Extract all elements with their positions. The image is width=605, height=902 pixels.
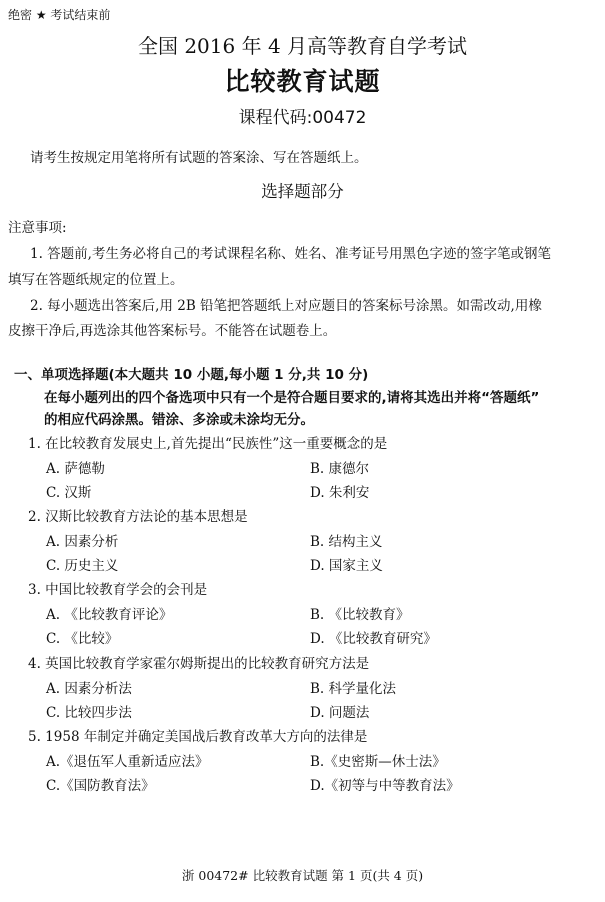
- course-code: 课程代码:00472: [238, 108, 367, 128]
- option-c: C. 比较四步法: [46, 705, 132, 721]
- question-stem: 2. 汉斯比较教育方法论的基本思想是: [28, 509, 248, 525]
- option-a: A. 因素分析: [46, 534, 119, 550]
- question-stem: 4. 英国比较教育学家霍尔姆斯提出的比较教育研究方法是: [28, 656, 370, 672]
- section-heading: 选择题部分: [261, 182, 344, 201]
- option-d: D. 问题法: [310, 705, 370, 721]
- option-a: A. 因素分析法: [46, 681, 132, 697]
- instruction-text: 请考生按规定用笔将所有试题的答案涂、写在答题纸上。: [30, 150, 368, 166]
- part-desc-line-1: 在每小题列出的四个备选项中只有一个是符合题目要求的,请将其选出并将“答题纸”: [44, 390, 540, 406]
- question-stem: 3. 中国比较教育学会的会刊是: [28, 582, 208, 598]
- note-item-2-line-1: 2. 每小题选出答案后,用 2B 铅笔把答题纸上对应题目的答案标号涂黑。如需改动,用橡: [30, 298, 542, 314]
- option-b: B. 结构主义: [310, 534, 383, 550]
- notes-title: 注意事项:: [8, 220, 67, 236]
- option-b: B.《史密斯—休士法》: [310, 754, 446, 770]
- note-item-1-line-1: 1. 答题前,考生务必将自己的考试课程名称、姓名、准考证号用黑色字迹的签字笔或钢笔: [30, 246, 551, 262]
- option-c: C.《国防教育法》: [46, 778, 155, 794]
- option-b: B. 《比较教育》: [310, 607, 410, 623]
- option-a: A. 萨德勒: [46, 461, 105, 477]
- exam-title: 全国 2016 年 4 月高等教育自学考试: [137, 34, 468, 58]
- page-footer: 浙 00472# 比较教育试题 第 1 页(共 4 页): [181, 868, 424, 883]
- part-heading: 一、单项选择题(本大题共 10 小题,每小题 1 分,共 10 分): [14, 367, 369, 383]
- option-d: D. 国家主义: [310, 558, 383, 574]
- subject-title: 比较教育试题: [224, 67, 381, 96]
- question-stem: 5. 1958 年制定并确定美国战后教育改革大方向的法律是: [28, 729, 368, 745]
- question-stem: 1. 在比较教育发展史上,首先提出“民族性”这一重要概念的是: [28, 436, 388, 452]
- option-a: A. 《比较教育评论》: [46, 607, 173, 623]
- option-d: D.《初等与中等教育法》: [310, 778, 460, 794]
- note-item-1-line-2: 填写在答题纸规定的位置上。: [8, 272, 184, 288]
- note-item-2-line-2: 皮擦干净后,再选涂其他答案标号。不能答在试题卷上。: [8, 323, 337, 339]
- option-d: D. 《比较教育研究》: [310, 631, 437, 647]
- option-c: C. 《比较》: [46, 631, 119, 647]
- option-b: B. 科学量化法: [310, 681, 397, 697]
- option-d: D. 朱利安: [310, 485, 370, 501]
- option-c: C. 历史主义: [46, 558, 119, 574]
- part-desc-line-2: 的相应代码涂黑。错涂、多涂或未涂均无分。: [44, 412, 314, 428]
- option-b: B. 康德尔: [310, 461, 370, 477]
- secret-label: 绝密 ★ 考试结束前: [8, 8, 111, 22]
- option-a: A.《退伍军人重新适应法》: [46, 754, 209, 770]
- option-c: C. 汉斯: [46, 485, 92, 501]
